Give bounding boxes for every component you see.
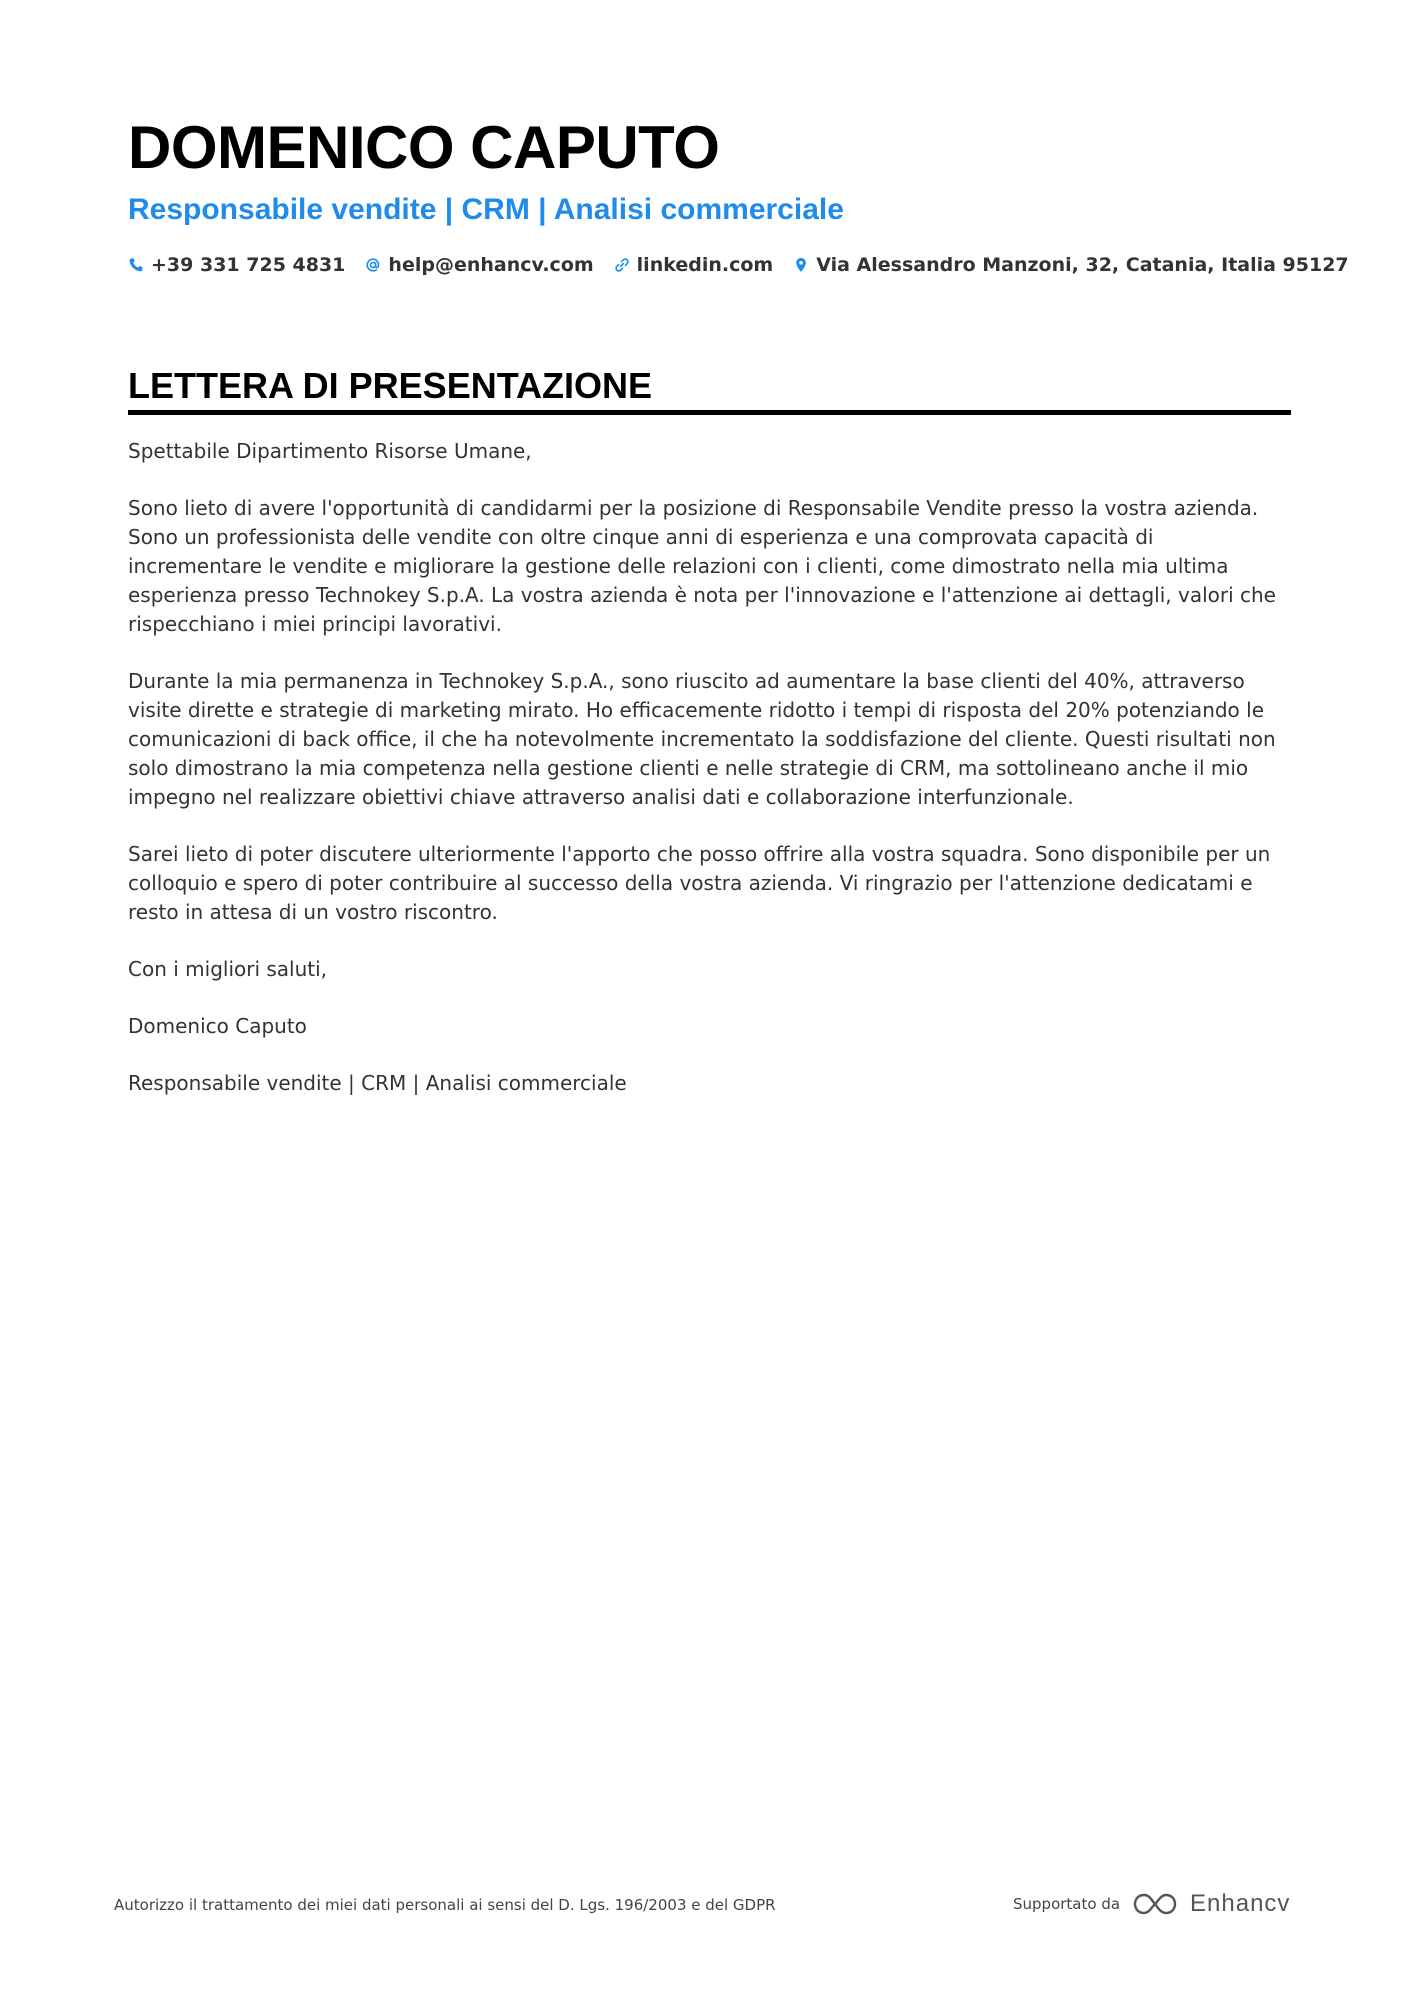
applicant-headline: Responsabile vendite | CRM | Analisi commerciale [128, 193, 844, 226]
letter-paragraph: Sono lieto di avere l'opportunità di candidarmi per la posizione di Responsabile Vendite presso la vostra azienda. Sono un professionista delle vendite con oltre cinque anni di esperienza e una comprovata capacità di incrementare le vendite e migliorare la gestione delle relazioni con i clienti, come dimostrato nella mia ultima esperienza presso Technokey S.p.A. La vostra azienda è nota per l'innovazione e l'attenzione ai dettagli, valori che rispecchiano i miei principi lavorativi. [128, 496, 1276, 636]
link-icon [614, 257, 630, 273]
linkedin-url: linkedin.com [636, 254, 774, 276]
contact-row [128, 250, 1349, 280]
letter-closing: Con i migliori saluti, [128, 957, 328, 981]
signature-name: Domenico Caputo [128, 1014, 307, 1038]
supported-by-label: Supportato da [1013, 1895, 1121, 1913]
at-icon [365, 257, 381, 273]
brand-name: Enhancv [1190, 1890, 1291, 1917]
contact-address [793, 254, 1348, 276]
letter-paragraph: Sarei lieto di poter discutere ulteriormente l'apporto che posso offrire alla vostra squadra. Sono disponibile per un colloquio e spero di poter contribuire al successo della vostra azienda. Vi ringrazio per l'attenzione dedicatami e resto in attesa di un vostro riscontro. [128, 842, 1271, 924]
cover-letter-page [128, 108, 1349, 1126]
postal-address: Via Alessandro Manzoni, 32, Catania, Italia 95127 [816, 254, 1349, 276]
enhancv-logo-icon [1132, 1891, 1178, 1917]
phone-icon [128, 257, 144, 273]
contact-linkedin[interactable] [614, 254, 774, 276]
location-pin-icon [793, 257, 809, 273]
phone-number: +39 331 725 4831 [151, 254, 346, 276]
contact-email[interactable] [365, 254, 593, 276]
branding[interactable] [1013, 1884, 1290, 1924]
email-address: help@enhancv.com [388, 254, 594, 276]
applicant-name: DOMENICO CAPUTO [128, 114, 720, 181]
signature-title: Responsabile vendite | CRM | Analisi commerciale [128, 1071, 627, 1095]
section-title: LETTERA DI PRESENTAZIONE [128, 364, 1291, 415]
letter-body [128, 437, 1291, 1098]
letter-paragraph: Durante la mia permanenza in Technokey S.p.A., sono riuscito ad aumentare la base clienti del 40%, attraverso visite dirette e strategie di marketing mirato. Ho efficacemente ridotto i tempi di risposta del 20% potenziando le comunicazioni di back office, il che ha notevolmente incrementato la soddisfazione del cliente. Questi risultati non solo dimostrano la mia competenza nella gestione clienti e nelle strategie di CRM, ma sottolineano anche il mio impegno nel realizzare obiettivi chiave attraverso analisi dati e collaborazione interfunzionale. [128, 669, 1276, 809]
contact-phone[interactable] [128, 254, 345, 276]
consent-notice: Autorizzo il trattamento dei miei dati personali ai sensi del D. Lgs. 196/2003 e del GDPR [114, 1896, 776, 1914]
letter-salutation: Spettabile Dipartimento Risorse Umane, [128, 439, 532, 463]
